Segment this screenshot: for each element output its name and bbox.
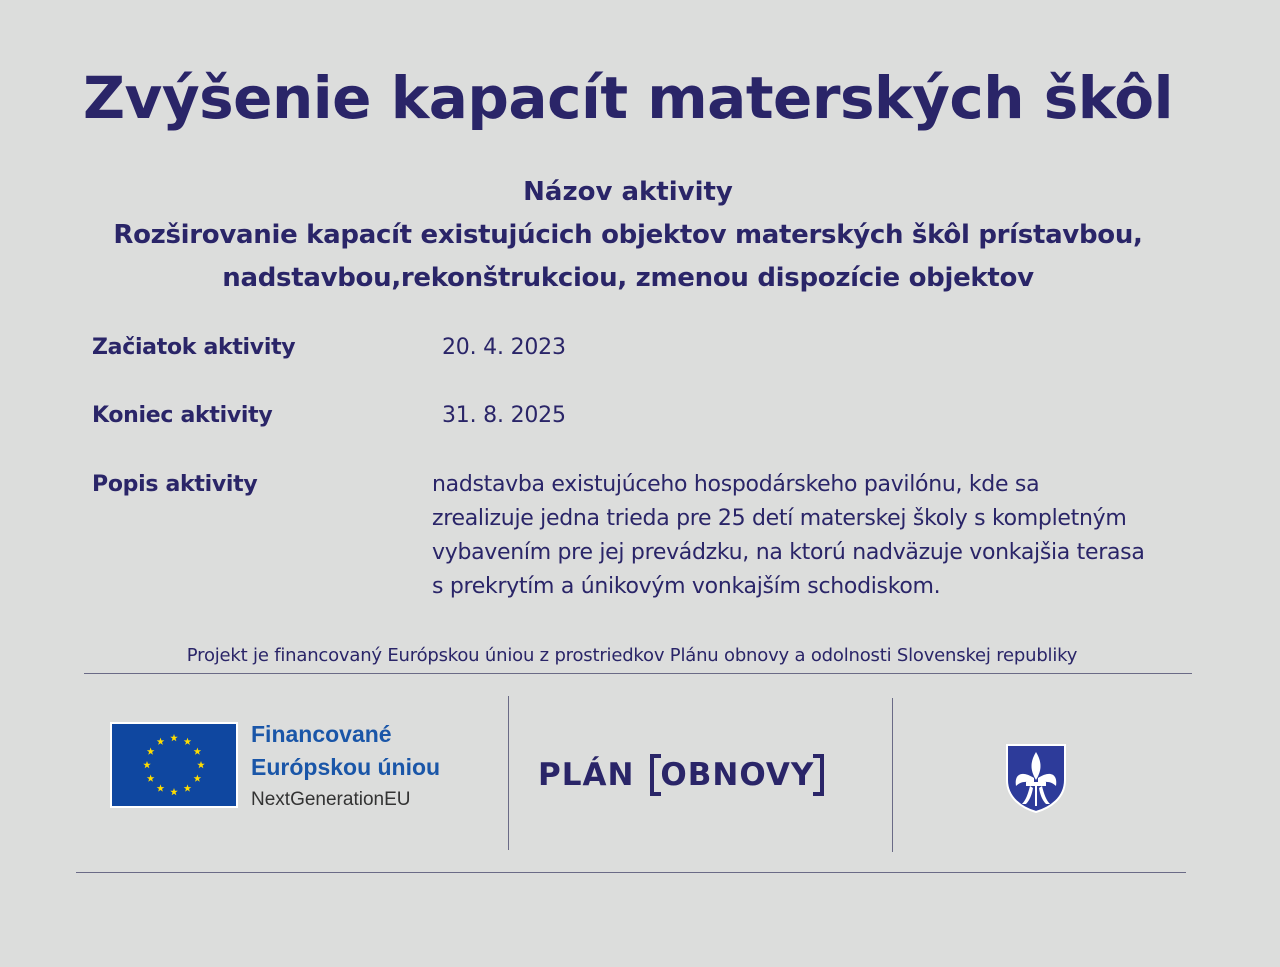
- eu-star-icon: [147, 775, 155, 782]
- page-title: Zvýšenie kapacít materských škôl: [82, 64, 1174, 132]
- eu-logo-line-2: Európskou úniou: [251, 754, 441, 780]
- eu-star-icon: [157, 738, 165, 745]
- eu-star-icon: [194, 748, 202, 755]
- end-label: Koniec aktivity: [92, 403, 273, 428]
- activity-name-line-2: nadstavbou,rekonštrukciou, zmenou dispozície objektov: [222, 263, 1034, 293]
- plan-obnovy-logo: [538, 752, 824, 798]
- eu-star-icon: [170, 788, 178, 795]
- eu-star-icon: [157, 784, 165, 791]
- plan-logo-word-1: PLÁN: [538, 757, 635, 793]
- eu-star-icon: [184, 784, 192, 791]
- eu-star-icon: [147, 748, 155, 755]
- start-label: Začiatok aktivity: [92, 335, 296, 360]
- eu-star-icon: [194, 775, 202, 782]
- start-value: 20. 4. 2023: [442, 335, 566, 360]
- coat-of-arms-icon: [1004, 742, 1068, 814]
- eu-star-icon: [143, 761, 151, 768]
- description-line-4: s prekrytím a únikovým vonkajším schodiskom.: [432, 574, 941, 599]
- description-line-3: vybavením pre jej prevádzku, na ktorú nadväzuje vonkajšia terasa: [432, 540, 1145, 565]
- eu-star-icon: [197, 761, 205, 768]
- activity-name-line-1: Rozširovanie kapacít existujúcich objektov materských škôl prístavbou,: [113, 220, 1143, 250]
- description-label: Popis aktivity: [92, 472, 258, 497]
- eu-flag-icon: [110, 722, 238, 808]
- end-value: 31. 8. 2025: [442, 403, 566, 428]
- top-divider: [84, 673, 1192, 674]
- plan-logo-word-2: OBNOVY: [650, 752, 824, 798]
- description-line-2: zrealizuje jedna trieda pre 25 detí materskej školy s kompletným: [432, 506, 1127, 531]
- bottom-divider: [76, 872, 1186, 873]
- eu-logo-line-3: NextGenerationEU: [251, 789, 411, 810]
- eu-star-icon: [170, 734, 178, 741]
- eu-logo-line-1: Financované: [251, 721, 392, 747]
- activity-heading: Názov aktivity: [523, 177, 733, 207]
- logo-divider-left: [508, 696, 509, 850]
- logo-divider-right: [892, 698, 893, 852]
- funding-note: Projekt je financovaný Európskou úniou z prostriedkov Plánu obnovy a odolnosti Slovenskej republiky: [186, 645, 1078, 666]
- description-line-1: nadstavba existujúceho hospodárskeho pavilónu, kde sa: [432, 472, 1040, 497]
- eu-star-icon: [184, 738, 192, 745]
